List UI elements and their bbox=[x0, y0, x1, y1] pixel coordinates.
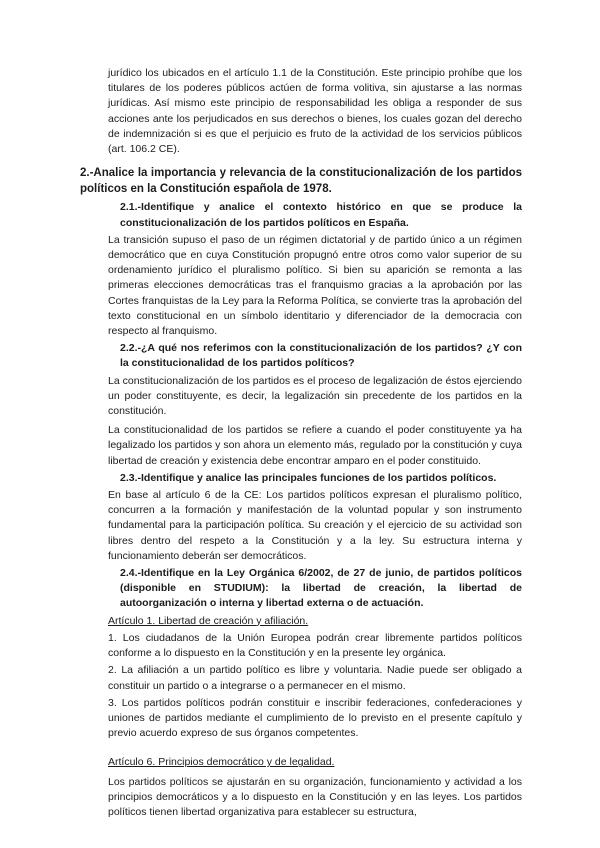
intro-paragraph: jurídico los ubicados en el artículo 1.1 de la Constitución. Este principio prohíbe que los titulares de los poderes públicos actúen de forma volitiva, sin ajustarse a las normas jurídicas. Así mismo este principio de responsabilidad les obliga a responder de sus acciones ante los perjudicados en sus derechos o bienes, los cuales gozan del derecho de indemnización si es que el perjuicio es fruto de la actividad de los servicios públicos (art. 106.2 CE). bbox=[108, 67, 522, 156]
article-6-paragraph: Los partidos políticos se ajustarán en su organización, funcionamiento y actividad a los principios democráticos y a lo dispuesto en la Constitución y en las leyes. Los partidos políticos tienen libertad organizativa para establecer su estructura, bbox=[108, 775, 522, 818]
article-1-item-2: 2. La afiliación a un partido político es libre y voluntaria. Nadie puede ser obligado a constituir un partido o a integrarse o a permanecer en el mismo. bbox=[108, 664, 522, 692]
article-1-item-1: 1. Los ciudadanos de la Unión Europea podrán crear libremente partidos políticos conforme a lo dispuesto en la Constitución y en la presente ley orgánica. bbox=[108, 631, 522, 660]
article-1-title: Artículo 1. Libertad de creación y afiliación. bbox=[108, 614, 309, 627]
section-2-1-heading: 2.1.-Identifique y analice el contexto histórico en que se produce la constitucionalización de los partidos políticos en España. bbox=[120, 201, 522, 229]
question-2-heading: 2.-Analice la importancia y relevancia de la constitucionalización de los partidos políticos en la Constitución española de 1978. bbox=[80, 167, 522, 195]
section-2-3-heading: 2.3.-Identifique y analice las principales funciones de los partidos políticos. bbox=[120, 471, 497, 484]
section-2-1-paragraph: La transición supuso el paso de un régimen dictatorial y de partido único a un régimen democrático que en cuya Constitución propugnó entre otros como valor superior de su ordenamiento jurídico el pluralismo político. Si bien su aparición se remonta a las primeras elecciones democráticas tras el franquismo gracias a la aprobación por las Cortes franquistas de la Ley para la Reforma Política, se convierte tras la aprobación del texto constitucional en un símbolo identitario y diferenciador de la democracia con respecto al franquismo. bbox=[108, 233, 522, 338]
article-1-item-3: 3. Los partidos políticos podrán constituir e inscribir federaciones, confederaciones y uniones de partidos mediante el cumplimiento de lo previsto en el presente capítulo y previo acuerdo expreso de sus órganos competentes. bbox=[108, 696, 522, 740]
section-2-2-heading: 2.2.-¿A qué nos referimos con la constitucionalización de los partidos? ¿Y con la constitucionalidad de los partidos políticos? bbox=[120, 342, 522, 370]
section-2-2-paragraph-1: La constitucionalización de los partidos es el proceso de legalización de éstos ejerciendo un poder constituyente, es decir, la legalización sin precedente de los partidos en la constitución. bbox=[108, 374, 522, 418]
section-2-3-paragraph: En base al artículo 6 de la CE: Los partidos políticos expresan el pluralismo político, concurren a la formación y manifestación de la voluntad popular y son instrumento fundamental para la participación política. Su creación y el ejercicio de su actividad son libres dentro del respeto a la Constitución y a la ley. Su estructura interna y funcionamiento deberán ser democráticos. bbox=[108, 489, 522, 562]
article-6-title: Artículo 6. Principios democrático y de legalidad. bbox=[108, 756, 335, 769]
section-2-4-heading: 2.4.-Identifique en la Ley Orgánica 6/2002, de 27 de junio, de partidos políticos (disponible en STUDIUM): la libertad de creación, la libertad de autoorganización o interna y libertad externa o de actuación. bbox=[120, 567, 522, 610]
section-2-2-paragraph-2: La constitucionalidad de los partidos se refiere a cuando el poder constituyente ya ha legalizado los partidos y son ahora un elemento más, regulado por la constitución y cuya libertad de creación y existencia debe encontrar amparo en el poder constituido. bbox=[108, 424, 522, 467]
